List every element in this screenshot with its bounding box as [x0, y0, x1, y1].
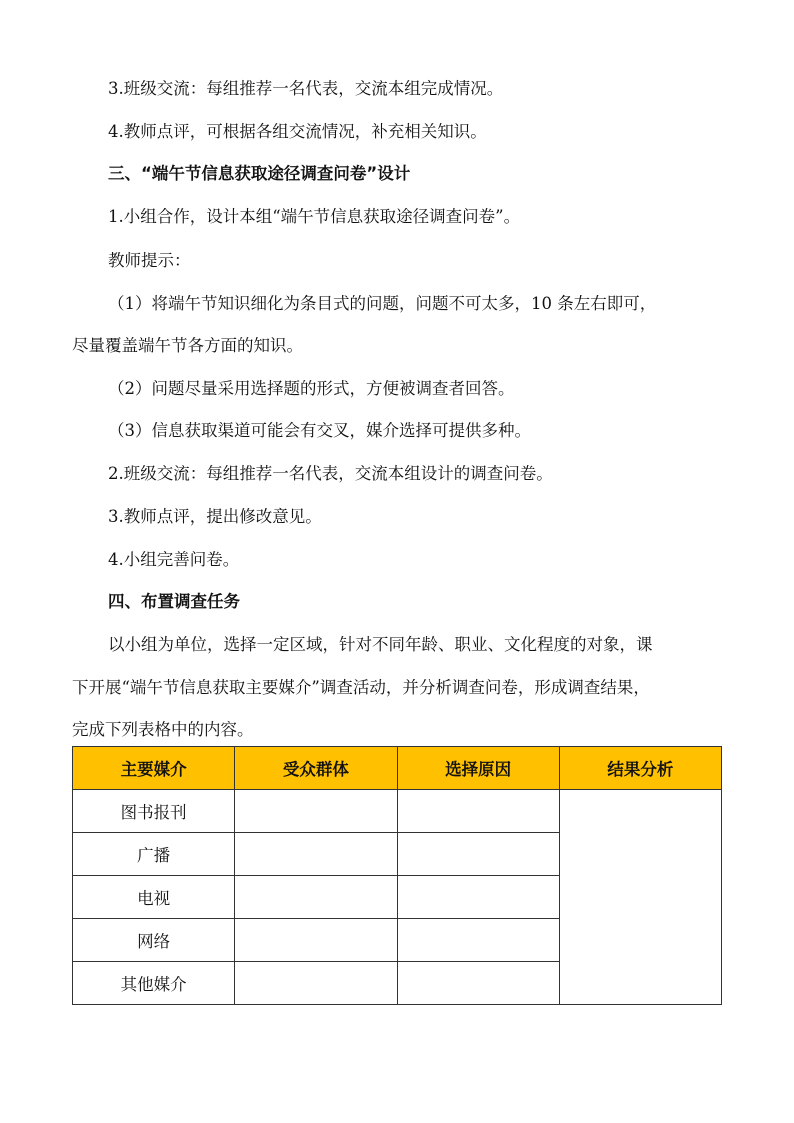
paragraph-teacher-tips: 教师提示：	[108, 251, 191, 270]
paragraph-class-exchange: 3.班级交流：每组推荐一名代表，交流本组完成情况。	[108, 79, 504, 98]
reason-cell[interactable]	[397, 919, 559, 962]
audience-cell[interactable]	[235, 962, 397, 1005]
table-row	[73, 790, 722, 833]
audience-cell[interactable]	[235, 833, 397, 876]
section-heading-3: 三、“端午节信息获取途径调查问卷”设计	[108, 164, 411, 183]
section-heading-4: 四、布置调查任务	[108, 592, 240, 611]
header-main-media: 主要媒介	[73, 747, 235, 790]
reason-cell[interactable]	[397, 833, 559, 876]
task-line-1: 以小组为单位，选择一定区域，针对不同年龄、职业、文化程度的对象，课	[108, 635, 653, 654]
reason-cell[interactable]	[397, 876, 559, 919]
media-cell: 广播	[73, 833, 235, 876]
task-line-3: 完成下列表格中的内容。	[72, 720, 254, 739]
reason-cell[interactable]	[397, 962, 559, 1005]
media-cell: 图书报刊	[73, 790, 235, 833]
paragraph-group-design: 1.小组合作，设计本组“端午节信息获取途径调查问卷”。	[108, 207, 521, 226]
table-header-row	[73, 747, 722, 790]
tip-3: （3）信息获取渠道可能会有交叉，媒介选择可提供多种。	[108, 421, 531, 440]
media-cell: 网络	[73, 919, 235, 962]
media-survey-table	[72, 746, 722, 1005]
media-cell: 电视	[73, 876, 235, 919]
reason-cell[interactable]	[397, 790, 559, 833]
media-cell: 其他媒介	[73, 962, 235, 1005]
paragraph-teacher-comment: 4.教师点评，可根据各组交流情况，补充相关知识。	[108, 122, 487, 141]
paragraph-teacher-comment-2: 3.教师点评，提出修改意见。	[108, 507, 322, 526]
tip-1-line-1: （1）将端午节知识细化为条目式的问题，问题不可太多，10 条左右即可，	[108, 294, 657, 313]
header-reason: 选择原因	[397, 747, 559, 790]
paragraph-group-improve: 4.小组完善问卷。	[108, 550, 240, 569]
task-line-2: 下开展“端午节信息获取主要媒介”调查活动，并分析调查问卷，形成调查结果，	[72, 678, 650, 697]
tip-1-line-2: 尽量覆盖端午节各方面的知识。	[72, 336, 303, 355]
paragraph-class-exchange-2: 2.班级交流：每组推荐一名代表，交流本组设计的调查问卷。	[108, 464, 553, 483]
audience-cell[interactable]	[235, 919, 397, 962]
header-audience: 受众群体	[235, 747, 397, 790]
audience-cell[interactable]	[235, 790, 397, 833]
analysis-cell[interactable]	[559, 790, 721, 1005]
audience-cell[interactable]	[235, 876, 397, 919]
tip-2: （2）问题尽量采用选择题的形式，方便被调查者回答。	[108, 379, 515, 398]
header-analysis: 结果分析	[559, 747, 721, 790]
